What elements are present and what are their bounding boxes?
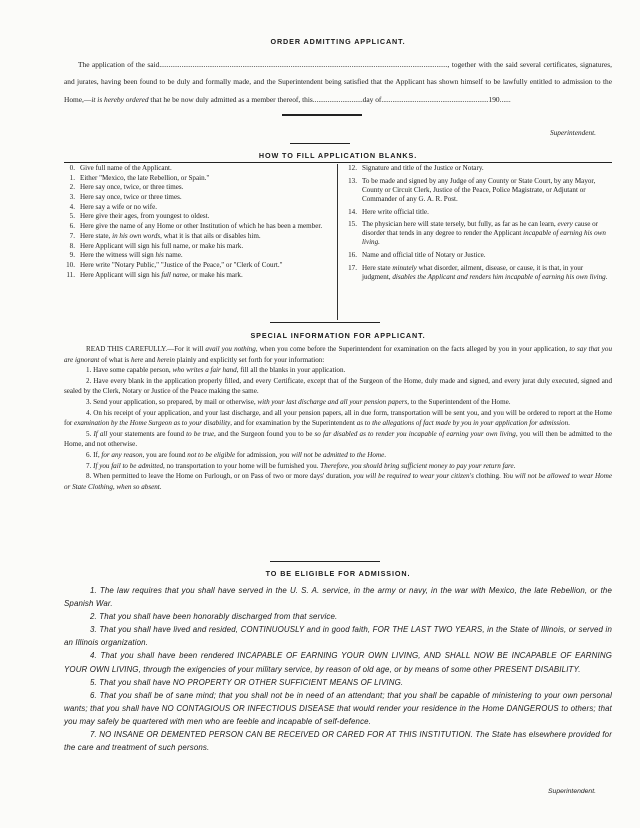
special-item: 5. If all your statements are found to be true, and the Surgeon found you to be so far disabled as to render you incapable of earning your own living, you will then be admitted to the Home, and not otherwise. <box>64 429 613 449</box>
instruction-item <box>64 212 329 221</box>
instruction-number: 6. <box>69 222 75 231</box>
special-item: 6. If, for any reason, you are found not to be eligible for admission, you will not be admitted to the Home. <box>86 450 387 459</box>
month-blank[interactable]: .......................................................... <box>381 94 489 104</box>
instruction-number: 12. <box>348 164 357 172</box>
instruction-number: 8. <box>69 241 75 250</box>
order-paragraph: The application of the said............................................................................................................................................................, together with the said several certificates, signatures, and jurates, having been found to be duly and formally made, and the Superintendent being satisfied that the Applicant has shown himself to be lawfully entitled to admission to the Home,—it is hereby ordered that he be now duly admitted as a member thereof, this...........................day of..........................................................190...... <box>64 60 612 104</box>
special-bottom-rule <box>270 561 380 562</box>
special-section <box>64 331 612 492</box>
instruction-item <box>346 208 612 217</box>
instruction-number: 14. <box>348 207 357 216</box>
order-divider <box>282 114 362 116</box>
eligibility-item: 6. That you shall be of sane mind; that you shall not be in need of an attendant; that you shall be capable of ministering to your own personal wants; that you shall have NO CONTAGIOUS OR INFECTIOUS DISEASE that would render your residence in the Home DANGEROUS to others; that you may safely be quartered with men who are feeble and incapable of self-defence. <box>64 690 612 726</box>
instruction-number: 2. <box>69 183 75 192</box>
instruction-text: The physician here will state tersely, but fully, as far as he can learn, every cause or disorder that tends in any degree to render the Applicant incapable of earning his own living. <box>362 220 606 247</box>
instruction-item <box>346 264 612 282</box>
instruction-item <box>64 232 329 241</box>
instruction-number: 15. <box>348 220 357 229</box>
instruction-item <box>64 203 329 212</box>
instruction-number: 5. <box>69 212 75 221</box>
eligibility-item: 3. That you shall have lived and resided, CONTINUOUSLY and in good faith, FOR THE LAST TWO YEARS, in the State of Illinois, or served in an Illinois organization. <box>64 625 612 648</box>
eligibility-signature: Superintendent. <box>548 788 596 795</box>
instruction-item <box>346 251 612 260</box>
instruction-number: 17. <box>348 263 357 272</box>
instruction-number: 9. <box>69 251 75 260</box>
instruction-number: 10. <box>66 260 75 269</box>
order-signature: Superintendent. <box>549 128 596 137</box>
instruction-item <box>64 222 329 231</box>
instruction-text: Here write "Notary Public," "Justice of the Peace," or "Clerk of Court." <box>80 260 283 269</box>
instruction-item <box>64 164 329 173</box>
instruction-number: 11. <box>66 270 75 279</box>
instruction-text: Here give the name of any Home or other Institution of which he has been a member. <box>80 222 323 231</box>
instruction-item <box>64 174 329 183</box>
special-item: 4. On his receipt of your application, and your last discharge, and all your pension papers, all in due form, transportation will be sent you, and you will be ordered to report at the Home for examination by the Home Surgeon as to your disability, and for examination by the Superintendent as to the allegations of fact made by you in your application for admission. <box>64 408 612 428</box>
eligibility-title: TO BE ELIGIBLE FOR ADMISSION. <box>265 569 411 578</box>
applicant-name-blank[interactable]: ............................................................................................................................................................ <box>159 60 448 69</box>
instruction-number: 3. <box>69 193 75 202</box>
instructions-columns <box>64 164 612 320</box>
instructions-right-column <box>338 164 612 320</box>
eligibility-item: 7. NO INSANE OR DEMENTED PERSON CAN BE RECEIVED OR CARED FOR AT THIS INSTITUTION. The State has elsewhere provided for the care and treatment of such persons. <box>64 730 612 753</box>
instruction-text: Here state minutely what disorder, ailment, disease, or cause, it is that, in your judgment, disables the Applicant and renders him incapable of earning his own living. <box>362 263 608 281</box>
instruction-item <box>64 251 329 260</box>
instruction-text: Either "Mexico, the late Rebellion, or Spain." <box>80 173 210 182</box>
instruction-item <box>64 183 329 192</box>
instruction-text: Give full name of the Applicant. <box>80 164 172 172</box>
instruction-text: Here write official title. <box>362 207 429 216</box>
special-item: 7. If you fail to be admitted, no transportation to your home will be furnished you. Therefore, you should bring sufficient money to pay your return fare. <box>86 461 516 470</box>
order-title: ORDER ADMITTING APPLICANT. <box>270 37 406 46</box>
instruction-item <box>64 242 329 251</box>
special-item: 8. When permitted to leave the Home on Furlough, or on Pass of two or more days' duration, you will be required to wear your citizen's clothing. You will not be allowed to wear Home or State Clothing, when so absent. <box>64 472 612 491</box>
day-blank[interactable]: ........................... <box>312 94 363 104</box>
special-intro: READ THIS CAREFULLY.—For it will avail you nothing, when you come before the Superintendent for examination on the facts alleged by you in your application, to say that you are ignorant of what is here and herein plainly and explicitly set forth for your information: <box>64 345 612 364</box>
divider-line <box>290 143 350 144</box>
special-item: 1. Have some capable person, who writes a fair hand, fill all the blanks in your application. <box>86 366 346 375</box>
order-section <box>64 37 612 46</box>
eligibility-items <box>64 584 612 754</box>
instructions-left-column <box>64 164 338 320</box>
eligibility-section <box>64 569 612 754</box>
instruction-text: To be made and signed by any Judge of any County or State Court, by any Mayor, County or Circuit Clerk, Justice of the Peace, Police Magistrate, or Adjutant or Commander of any G. A. R. Post. <box>362 176 596 203</box>
instruction-text: Here give their ages, from youngest to oldest. <box>80 212 210 221</box>
instruction-text: Signature and title of the Justice or Notary. <box>362 164 484 172</box>
instruction-number: 13. <box>348 176 357 185</box>
eligibility-item: 2. That you shall have been honorably discharged from that service. <box>90 612 338 622</box>
instruction-text: Name and official title of Notary or Justice. <box>362 251 486 260</box>
instruction-text: Here Applicant will sign his full name, or make his mark. <box>80 270 243 279</box>
instruction-text: Here Applicant will sign his full name, or make his mark. <box>80 241 244 250</box>
special-item: 3. Send your application, so prepared, by mail or otherwise, with your last discharge and all your pension papers, to the Superintendent of the Home. <box>86 397 511 406</box>
instruction-text: Here say once, twice or three times. <box>80 193 182 202</box>
instruction-number: 0. <box>69 164 75 172</box>
instruction-item <box>346 164 612 173</box>
eligibility-item: 5. That you shall have NO PROPERTY OR OTHER SUFFICIENT MEANS OF LIVING. <box>90 677 404 687</box>
instruction-item <box>64 271 329 280</box>
instruction-text: Here say once, twice, or three times. <box>80 183 184 192</box>
instructions-bottom-rule <box>270 322 380 323</box>
instruction-item <box>346 177 612 204</box>
instruction-number: 4. <box>69 202 75 211</box>
instruction-item <box>64 261 329 270</box>
instructions-section <box>64 151 612 160</box>
instruction-text: Here state, in his own words, what it is that ails or disables him. <box>80 231 261 240</box>
instruction-text: Here say a wife or no wife. <box>80 202 158 211</box>
eligibility-item: 4. That you shall have been rendered INCAPABLE OF EARNING YOUR OWN LIVING, AND SHALL NOW BE INCAPABLE OF EARNING YOUR OWN LIVING, through the exigencies of your military service, by reason of old age, or by means of some other PRESENT DISABILITY. <box>64 651 612 674</box>
special-item: 2. Have every blank in the application properly filled, and every Certificate, except that of the Surgeon of the Home, duly made and signed, and every jurat duly executed, signed and sealed by the Clerk, Notary or Justice of the Peace making the same. <box>64 376 612 396</box>
eligibility-item: 1. The law requires that you shall have served in the U. S. A. service, in the army or navy, in the war with Mexico, the late Rebellion, or the Spanish War. <box>64 586 612 609</box>
special-items <box>64 365 612 492</box>
instruction-text: Here the witness will sign his name. <box>80 251 183 260</box>
year-blank[interactable]: ...... <box>499 94 511 104</box>
instruction-number: 7. <box>69 231 75 240</box>
instructions-top-rule <box>64 162 612 163</box>
instruction-item <box>346 220 612 247</box>
instruction-item <box>64 193 329 202</box>
instruction-number: 1. <box>69 173 75 182</box>
instruction-number: 16. <box>348 251 357 260</box>
instructions-title: HOW TO FILL APPLICATION BLANKS. <box>258 151 418 160</box>
special-title: SPECIAL INFORMATION FOR APPLICANT. <box>250 331 426 340</box>
